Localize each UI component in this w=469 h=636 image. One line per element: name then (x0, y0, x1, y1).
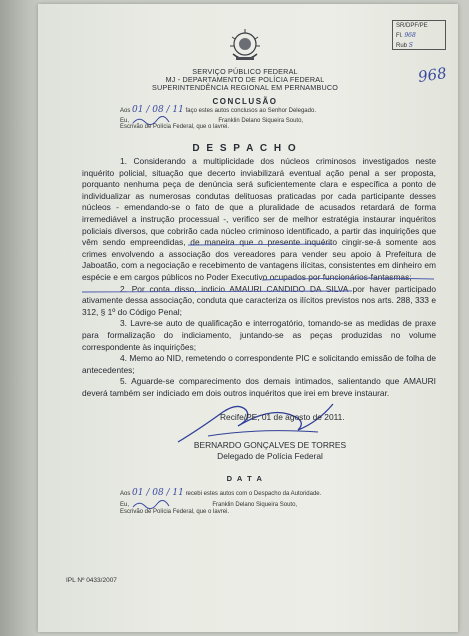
page-binding-edge (0, 0, 38, 636)
conclusao-title: CONCLUSÃO (212, 97, 278, 106)
header-service: SERVIÇO PÚBLICO FEDERAL (192, 67, 298, 76)
despacho-paragraph-4: 4. Memo ao NID, remetendo o correspondente PIC e solicitando emissão de folha de antecedentes; (82, 353, 436, 375)
data-line: Aos 01 / 08 / 11 recebi estes autos com o Despacho da Autoridade. (120, 488, 322, 498)
folio-stamp (392, 20, 446, 50)
conclusao-escrivao: Escrivão de Polícia Federal, que o lavrei. (120, 124, 230, 130)
stamp-fl-value: 968 (404, 32, 416, 39)
despacho-paragraph-3: 3. Lavre-se auto de qualificação e interrogatório, tomando-se as medidas de praxe para formalização do indiciamento, juntando-se as peças produzidas no volume correspondente às inquirições; (82, 318, 436, 352)
stamp-rub-value: S (408, 42, 413, 49)
signer-name: BERNARDO GONÇALVES DE TORRES (193, 440, 347, 450)
conclusao-date-handwritten: 01 / 08 / 11 (132, 105, 184, 115)
stamp-fl-label: Fl. (396, 33, 403, 39)
despacho-paragraph-5: 5. Aguarde-se comparecimento dos demais intimados, salientando que AMAURI deverá também ser indiciado em dois outros inquéritos que irei em breve instaurar. (82, 376, 436, 398)
clerk-initials-signature-2 (131, 500, 171, 509)
case-number-footer: IPL Nº 0433/2007 (66, 577, 117, 584)
coat-of-arms-icon (228, 28, 262, 64)
data-escrivao: Escrivão de Polícia Federal, que o lavrei. (120, 509, 230, 515)
data-eu-line: Eu, Franklin Delano Siqueira Souto, (120, 500, 380, 510)
pen-underline-marks (82, 240, 442, 300)
despacho-paragraph-2: 2. Por conta disso, indicio AMAURI CANDIDO DA SILVA por haver participado ativamente dessa associação, conduta que caracteriza os ilícitos previstos nos arts. 288, 333 e 312, § 1º do Código Penal; (82, 283, 436, 317)
data-title: D A T A (226, 474, 264, 483)
conclusao-line: Aos 01 / 08 / 11 faço estes autos conclusos ao Senhor Delegado. (120, 105, 316, 115)
signer-role: Delegado de Polícia Federal (217, 451, 323, 461)
margin-folio-number: 968 (416, 64, 448, 86)
despacho-title: D E S P A C H O (192, 143, 298, 154)
despacho-paragraph-1: 1. Considerando a multiplicidade dos núcleos criminosos investigados neste inquérito policial, situação que decerto inviabilizará eventual ação penal a ser proposta, porquanto nenhuma peça de denúncia será suficientemente clara e específica a ponto de individualizar as numerosas condutas delituosas praticadas por cada participante desses núcleos - emendando-se o fato de que a pluralidade de acusados retardará de forma irremediável a instrução processual -, verifico ser de melhor estratégia instaurar inquéritos policiais diversos, que cobrirão cada núcleo criminoso identificado, a partir das inquirições que vêm sendo empreendidas, de maneira que o presente inquérito cingir-se-á somente aos crimes envolvendo a associação dos vereadores para vender seu apoio à Prefeitura de Jaboatão, com a negociação e recebimento de vantagens ilícitas, consistentes em dinheiro em espécie e em cargos públicos no Poder Executivo ocupados por funcionários-fantasmas; (82, 156, 436, 282)
header-department: MJ - DEPARTAMENTO DE POLÍCIA FEDERAL (165, 75, 325, 84)
date-place: Recife/PE, 01 de agosto de 2011. (220, 412, 345, 422)
conclusao-eu-line: Eu, Franklin Delano Siqueira Souto, (120, 116, 370, 126)
stamp-unit: SR/DPF/PE (396, 23, 428, 29)
stamp-rub-label: Rub (396, 43, 408, 49)
data-date-handwritten: 01 / 08 / 11 (132, 488, 184, 498)
header-superintendency: SUPERINTENDÊNCIA REGIONAL EM PERNAMBUCO (151, 83, 339, 92)
